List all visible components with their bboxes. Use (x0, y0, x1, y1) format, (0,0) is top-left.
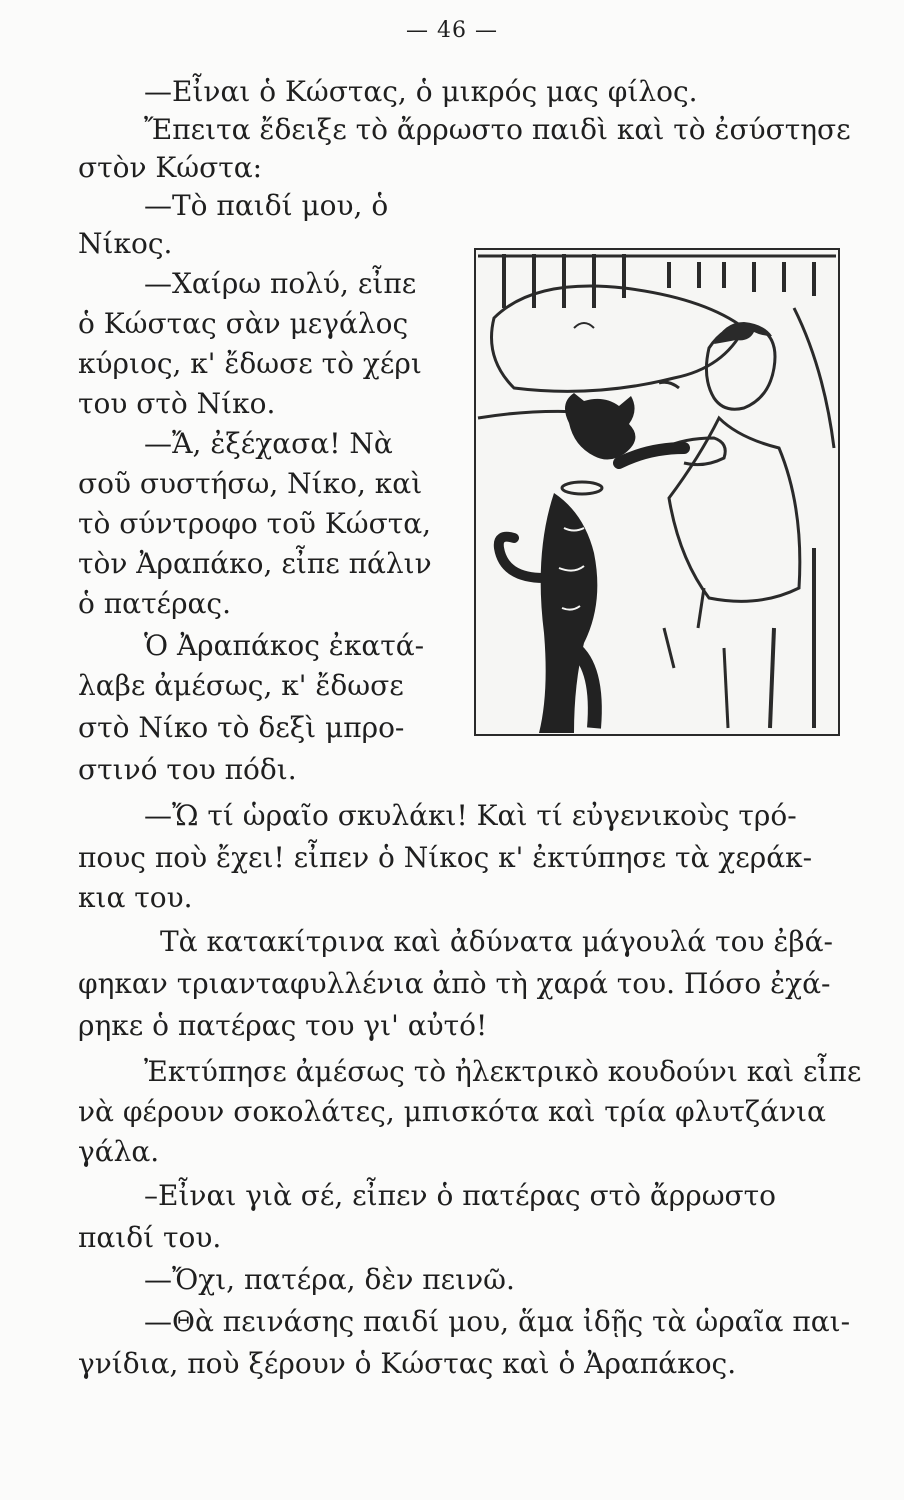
text-line: —Ὄχι, πατέρα, δὲν πεινῶ. (144, 1263, 515, 1296)
text-line: πους ποὺ ἔχει! εἶπεν ὁ Νίκος κ' ἐκτύπησε τὰ χεράκ- (78, 841, 813, 874)
text-line: —Χαίρω πολύ, εἶπε (144, 267, 417, 300)
text-line: στὸ Νίκο τὸ δεξὶ μπρο- (78, 711, 405, 744)
text-line: τὸ σύντροφο τοῦ Κώστα, (78, 507, 432, 540)
text-line: —Ἄ, ἐξέχασα! Νὰ (144, 427, 393, 460)
text-line: Ὁ Ἀραπάκος ἐκατά- (144, 629, 425, 662)
text-line: γάλα. (78, 1135, 160, 1168)
text-line: σοῦ συστήσω, Νίκο, καὶ (78, 467, 423, 500)
text-line: κύριος, κ' ἔδωσε τὸ χέρι (78, 347, 422, 380)
text-line: λαβε ἀμέσως, κ' ἔδωσε (78, 669, 404, 702)
text-line: Ἔπειτα ἔδειξε τὸ ἄρρωστο παιδὶ καὶ τὸ ἐσύστησε (144, 113, 851, 146)
text-line: φηκαν τριανταφυλλένια ἀπὸ τὴ χαρά του. Πόσο ἐχά- (78, 967, 831, 1000)
text-line: Ἐκτύπησε ἀμέσως τὸ ἠλεκτρικὸ κουδούνι καὶ εἶπε (144, 1055, 862, 1088)
text-line: ὁ πατέρας. (78, 587, 232, 620)
text-line: του στὸ Νίκο. (78, 387, 276, 420)
boy-and-dog-illustration (474, 248, 840, 736)
text-line: —Θὰ πεινάσης παιδί μου, ἅμα ἰδῇς τὰ ὡραῖα παι- (144, 1305, 851, 1338)
illustration (474, 248, 840, 736)
text-line: παιδί του. (78, 1221, 222, 1254)
page-number: — 46 — (406, 18, 498, 43)
text-line: κια του. (78, 881, 193, 914)
text-line: —Εἶναι ὁ Κώστας, ὁ μικρός μας φίλος. (144, 75, 698, 108)
text-line: —Τὸ παιδί μου, ὁ (144, 189, 389, 222)
text-line: τὸν Ἀραπάκο, εἶπε πάλιν (78, 547, 432, 580)
text-line: ὁ Κώστας σὰν μεγάλος (78, 307, 409, 340)
text-line: νὰ φέρουν σοκολάτες, μπισκότα καὶ τρία φλυτζάνια (78, 1095, 826, 1128)
text-line: ρηκε ὁ πατέρας του γι' αὐτό! (78, 1009, 488, 1042)
text-line: —Ὤ τί ὡραῖο σκυλάκι! Καὶ τί εὐγενικοὺς τρό- (144, 799, 797, 832)
text-line: γνίδια, ποὺ ξέρουν ὁ Κώστας καὶ ὁ Ἀραπάκος. (78, 1347, 737, 1380)
text-line: Τὰ κατακίτρινα καὶ ἀδύνατα μάγουλά του ἐβά- (160, 925, 833, 958)
text-line: Νίκος. (78, 227, 173, 260)
text-line: –Εἶναι γιὰ σέ, εἶπεν ὁ πατέρας στὸ ἄρρωστο (144, 1179, 776, 1212)
text-line: στινό του πόδι. (78, 753, 297, 786)
text-line: στὸν Κώστα: (78, 151, 263, 184)
